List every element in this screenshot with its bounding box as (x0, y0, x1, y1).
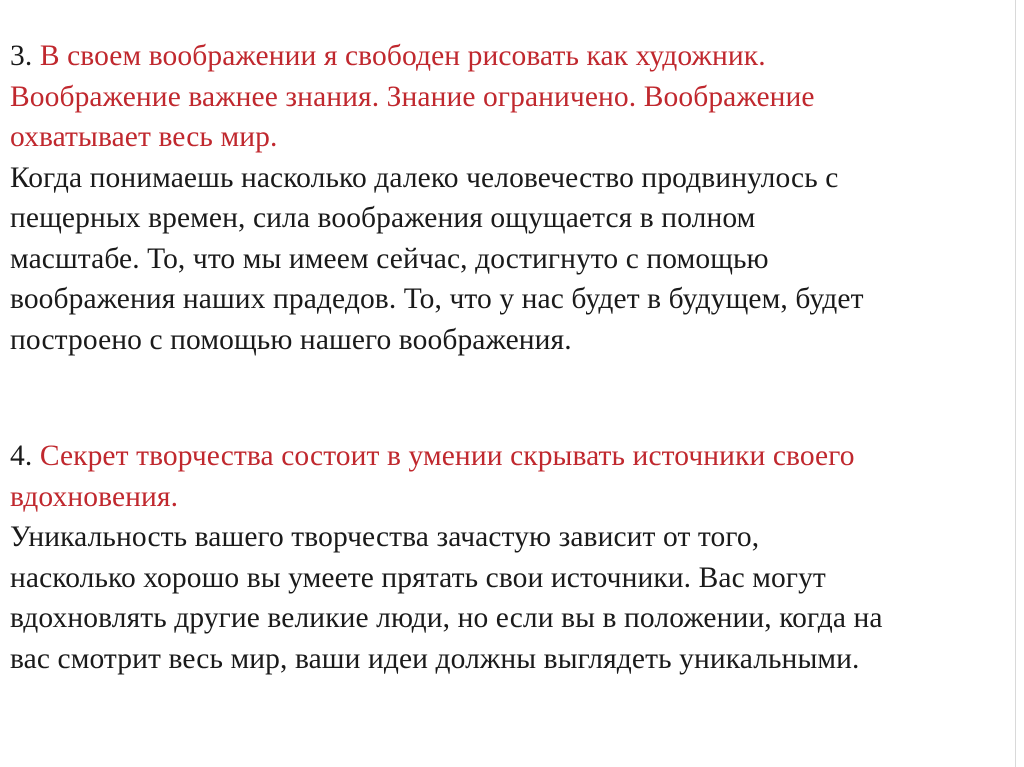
commentary-line: насколько хорошо вы умеете прятать свои источники. Вас могут (10, 561, 826, 594)
quote-3 (10, 36, 1015, 158)
quote-line: Секрет творчества состоит в умении скрывать источники своего (39, 440, 855, 472)
quote-number: 3. (10, 40, 33, 72)
commentary-line: построено с помощью нашего воображения. (10, 323, 572, 356)
commentary-line: масштабе. То, что мы имеем сейчас, достигнуто с помощью (10, 242, 769, 275)
commentary-line: пещерных времен, сила воображения ощущается в полном (10, 202, 756, 234)
commentary-line: воображения наших прадедов. То, что у нас будет в будущем, будет (10, 283, 864, 315)
quote-line: охватывает весь мир. (10, 121, 278, 153)
commentary-line: вдохновлять другие великие люди, но если вы в положении, когда на (10, 602, 883, 634)
quote-line: вдохновения. (10, 480, 179, 513)
commentary-4 (10, 517, 1015, 679)
commentary-3 (10, 158, 1015, 361)
quote-line: В своем воображении я свободен рисовать как художник. (39, 40, 766, 72)
commentary-line: Уникальность вашего творчества зачастую зависит от того, (10, 521, 760, 553)
commentary-line: Когда понимаешь насколько далеко человечество продвинулось с (10, 161, 839, 194)
quote-4 (10, 436, 1015, 517)
slide-edge-divider (1015, 0, 1016, 767)
quote-block-4 (10, 436, 1015, 679)
quote-block-3 (10, 36, 1015, 360)
quote-number: 4. (10, 440, 33, 472)
quote-line: Воображение важнее знания. Знание ограничено. Воображение (10, 80, 815, 113)
commentary-line: вас смотрит весь мир, ваши идеи должны выглядеть уникальными. (10, 642, 860, 675)
